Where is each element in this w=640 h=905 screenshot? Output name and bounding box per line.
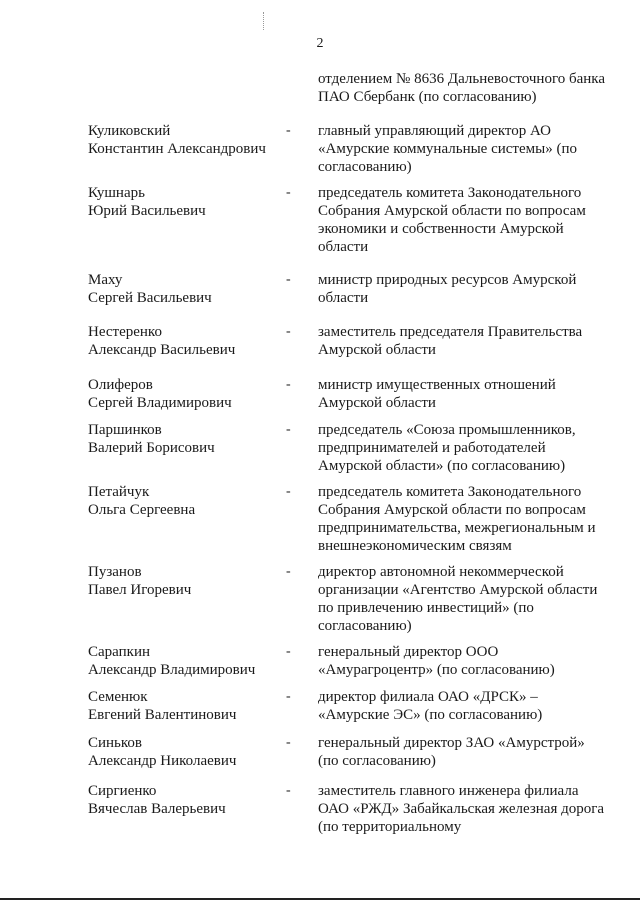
member-name [88, 643, 288, 679]
member-position: министр имущественных отношений Амурской области [318, 377, 556, 411]
member-name [88, 734, 288, 770]
bottom-scan-edge [0, 898, 640, 900]
member-given-name: Александр Николаевич [88, 753, 237, 769]
member-name [88, 421, 288, 457]
member-surname: Семенюк [88, 689, 148, 705]
member-position: председатель комитета Законодательного Собрания Амурской области по вопросам экономики и собственности Амурской области [318, 185, 586, 255]
member-dash: - [286, 644, 291, 659]
member-name [88, 688, 288, 724]
member-name [88, 782, 288, 818]
member-dash: - [286, 377, 291, 392]
continuation-text: отделением № 8636 Дальневосточного банка ПАО Сбербанк (по согласованию) [318, 71, 606, 105]
page-number: 2 [316, 36, 324, 51]
member-name [88, 184, 288, 220]
member-surname: Маху [88, 272, 123, 288]
member-surname: Сиргиенко [88, 783, 157, 799]
member-dash: - [286, 422, 291, 437]
member-given-name: Вячеслав Валерьевич [88, 801, 226, 817]
member-given-name: Ольга Сергеевна [88, 502, 196, 518]
member-given-name: Евгений Валентинович [88, 707, 237, 723]
member-dash: - [286, 689, 291, 704]
member-position: министр природных ресурсов Амурской области [318, 272, 577, 306]
member-surname: Паршинков [88, 422, 162, 438]
member-position: директор филиала ОАО «ДРСК» – «Амурские ЭС» (по согласованию) [318, 689, 543, 723]
member-position: генеральный директор ЗАО «Амурстрой» (по согласованию) [318, 735, 585, 769]
member-name [88, 563, 288, 599]
member-surname: Куликовский [88, 123, 171, 139]
member-dash: - [286, 324, 291, 339]
member-given-name: Александр Васильевич [88, 342, 236, 358]
member-surname: Петайчук [88, 484, 150, 500]
member-name [88, 271, 288, 307]
member-surname: Олиферов [88, 377, 153, 393]
member-surname: Пузанов [88, 564, 142, 580]
member-dash: - [286, 123, 291, 138]
member-surname: Сарапкин [88, 644, 150, 660]
member-surname: Кушнарь [88, 185, 145, 201]
member-name [88, 483, 288, 519]
member-position: председатель «Союза промышленников, предпринимателей и работодателей Амурской области» (по согласованию) [318, 422, 576, 474]
member-given-name: Валерий Борисович [88, 440, 215, 456]
member-name [88, 323, 288, 359]
member-given-name: Сергей Владимирович [88, 395, 232, 411]
member-position: директор автономной некоммерческой организации «Агентство Амурской области по привлечению инвестиций» (по согласованию) [318, 564, 598, 634]
member-position: генеральный директор ООО «Амурагроцентр» (по согласованию) [318, 644, 555, 678]
member-dash: - [286, 783, 291, 798]
member-surname: Синьков [88, 735, 143, 751]
member-given-name: Сергей Васильевич [88, 290, 212, 306]
member-position: заместитель председателя Правительства Амурской области [318, 324, 583, 358]
member-given-name: Константин Александрович [88, 141, 266, 157]
scan-mark [263, 12, 265, 30]
member-position: главный управляющий директор АО «Амурские коммунальные системы» (по согласованию) [318, 123, 577, 175]
member-given-name: Павел Игоревич [88, 582, 192, 598]
member-position: заместитель главного инженера филиала ОАО «РЖД» Забайкальская железная дорога (по территориальному [318, 783, 605, 835]
member-position: председатель комитета Законодательного Собрания Амурской области по вопросам предпринимательства, межрегиональным и внешнеэкономическим связям [318, 484, 596, 554]
member-surname: Нестеренко [88, 324, 162, 340]
member-dash: - [286, 735, 291, 750]
member-dash: - [286, 564, 291, 579]
member-dash: - [286, 484, 291, 499]
member-dash: - [286, 185, 291, 200]
member-name [88, 122, 288, 158]
member-name [88, 376, 288, 412]
member-dash: - [286, 272, 291, 287]
member-given-name: Александр Владимирович [88, 662, 256, 678]
member-given-name: Юрий Васильевич [88, 203, 206, 219]
